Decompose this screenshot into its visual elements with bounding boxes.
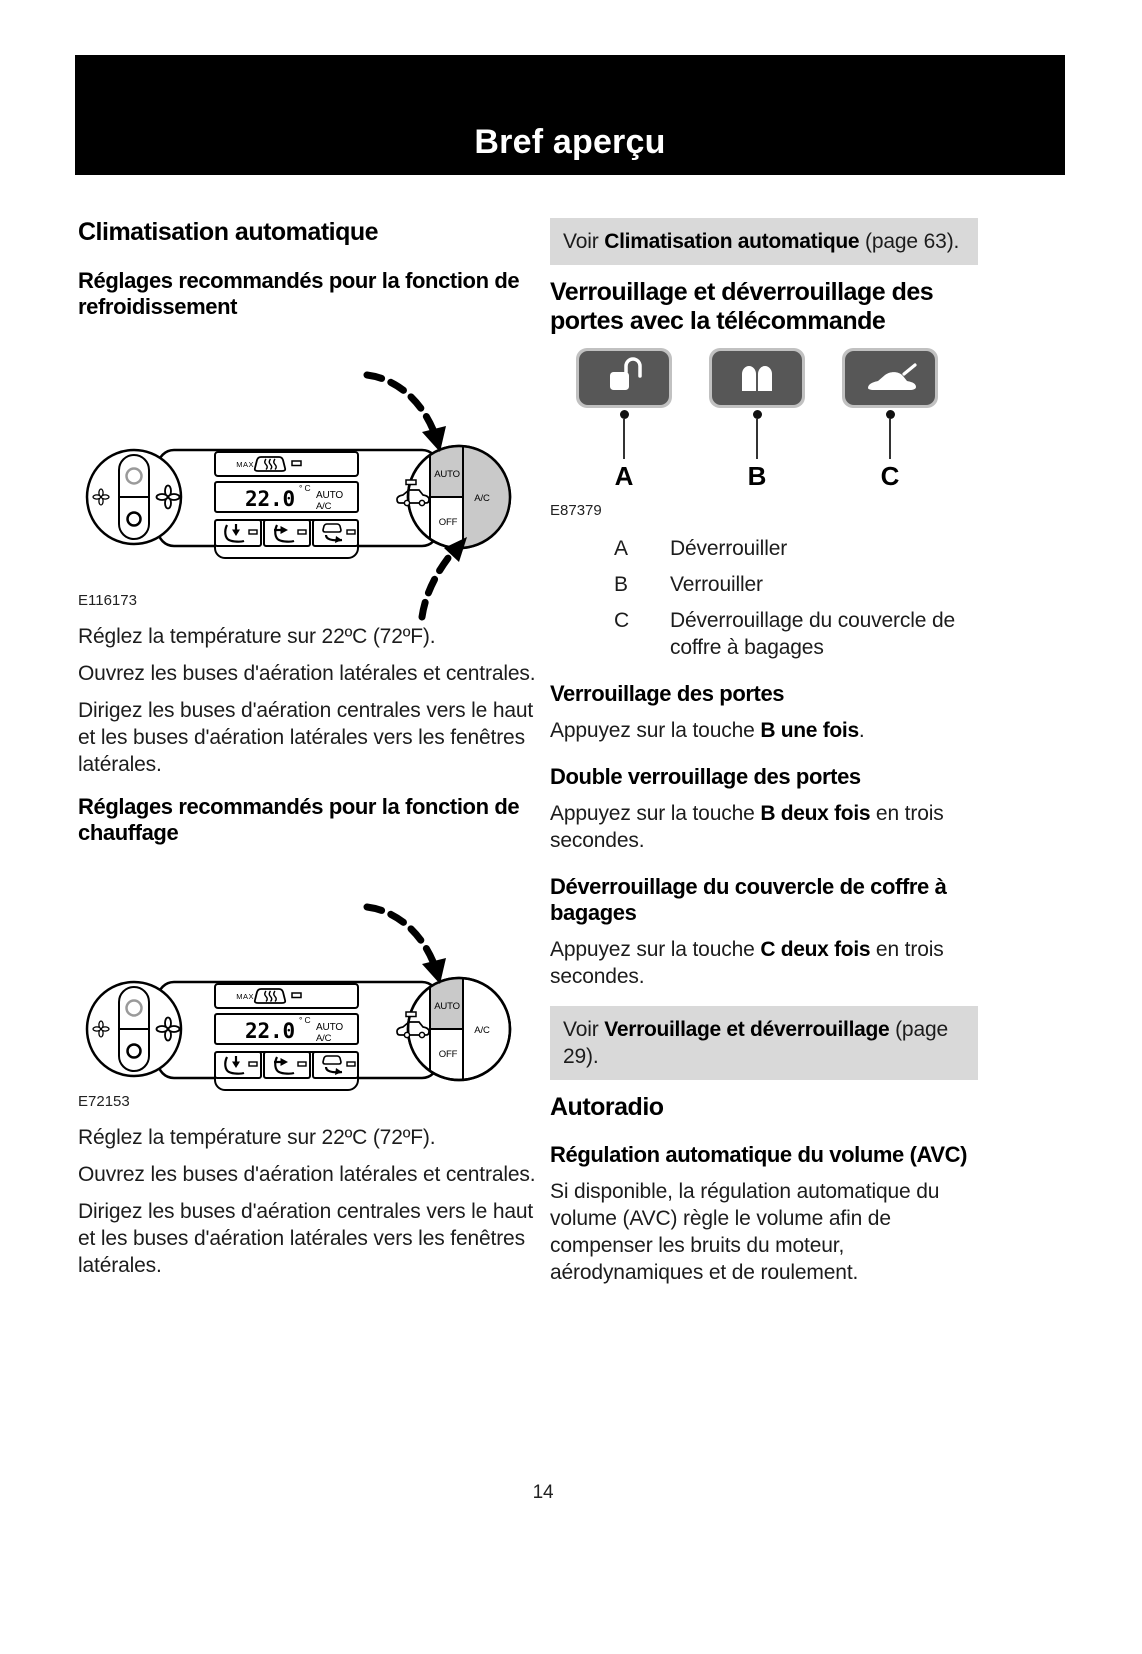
cross-reference-note-climatisation: [550, 218, 978, 265]
callout-dot: [753, 410, 762, 419]
display-ac-label: A/C: [316, 501, 332, 512]
trunk-button-image: [842, 348, 938, 408]
defrost-led: [292, 461, 301, 466]
note-reference: Verrouillage et déverrouillage: [604, 1018, 890, 1041]
paragraph-avc: Si disponible, la régulation automatique du volume (AVC) règle le volume afin de compenser les bruits du moteur, aérodynamiques et de roulement.: [550, 1180, 940, 1284]
callout-line: [889, 419, 891, 459]
subheading-avc: Régulation automatique du volume (AVC): [550, 1142, 968, 1167]
lock-button-image: [709, 348, 805, 408]
callout-line: [756, 419, 758, 459]
right-column: [550, 218, 978, 1296]
temperature-display: [215, 1014, 358, 1044]
max-label: MAX: [236, 992, 254, 1001]
air-distribution-buttons: [215, 1052, 358, 1090]
display-auto-label: AUTO: [316, 1022, 343, 1033]
vent-led: [298, 530, 306, 534]
temperature-display: [215, 482, 358, 512]
callout-letter-a: A: [614, 461, 634, 491]
legend-letter: C: [614, 609, 630, 632]
legend-row-b: [550, 571, 978, 598]
callout-letter-b: B: [747, 461, 767, 491]
climate-control-figure-heating: [78, 902, 526, 1097]
chapter-title: Bref aperçu: [474, 123, 666, 161]
note-suffix: (page 29).: [563, 1018, 949, 1068]
note-suffix: (page 63).: [859, 230, 960, 253]
paragraph-trunk-unlocking: [550, 936, 978, 990]
chapter-banner: [75, 55, 1065, 175]
remote-button-trunk: [842, 348, 938, 492]
left-column: [78, 218, 540, 1296]
callout-letter-c: C: [880, 461, 900, 491]
vent-led: [347, 1062, 355, 1066]
climate-control-figure-cooling: [78, 370, 526, 622]
section-title-verrouillage: Verrouillage et déverrouillage des portes avec la télécommande: [550, 278, 934, 335]
callout-line: [623, 419, 625, 459]
subheading-door-locking: Verrouillage des portes: [550, 681, 785, 706]
paragraph-direct-vents: Dirigez les buses d'aération centrales vers le haut et les buses d'aération latérales vers les fenêtres latérales.: [78, 1200, 534, 1277]
legend-row-a: [550, 535, 978, 562]
note-reference: Climatisation automatique: [604, 230, 860, 253]
page-number: 14: [532, 1482, 554, 1503]
page-content: [78, 218, 978, 1296]
fan-speed-knob: [87, 982, 181, 1076]
vent-led: [249, 1062, 257, 1066]
key-action: B deux fois: [760, 802, 871, 825]
legend-letter: B: [614, 573, 628, 596]
paragraph-open-vents: Ouvrez les buses d'aération latérales et centrales.: [78, 662, 536, 685]
defrost-led: [292, 993, 301, 998]
key-action: B une fois: [760, 719, 859, 742]
remote-buttons-legend: [550, 535, 978, 661]
text: en trois secondes.: [550, 802, 944, 852]
vent-led: [347, 530, 355, 534]
note-prefix: Voir: [563, 1018, 605, 1041]
paragraph-set-temp: Réglez la température sur 22ºC (72ºF).: [78, 1126, 436, 1149]
knob-auto-label: AUTO: [434, 1001, 460, 1012]
knob-ac-label: A/C: [474, 493, 490, 504]
callout-dot: [620, 410, 629, 419]
remote-buttons-figure: [550, 348, 978, 492]
callout-dot: [886, 410, 895, 419]
knob-ac-label: A/C: [474, 1025, 490, 1036]
text: en trois secondes.: [550, 938, 944, 988]
temperature-unit: ° C: [299, 1015, 311, 1025]
knob-auto-label: AUTO: [434, 469, 460, 480]
paragraph-open-vents: Ouvrez les buses d'aération latérales et centrales.: [78, 1163, 536, 1186]
display-ac-label: A/C: [316, 1033, 332, 1044]
figure-label: E72153: [78, 1093, 130, 1110]
subheading-double-locking: Double verrouillage des portes: [550, 764, 861, 789]
remote-button-lock: [709, 348, 805, 492]
legend-description: Verrouiller: [670, 573, 763, 596]
air-distribution-buttons: [215, 520, 358, 558]
max-label: MAX: [236, 460, 254, 469]
max-defrost-button: [215, 452, 358, 476]
text: Appuyez sur la touche: [550, 719, 761, 742]
display-auto-label: AUTO: [316, 490, 343, 501]
temperature-value: 22.0: [245, 487, 295, 511]
cross-reference-note-verrouillage: [550, 1006, 978, 1080]
figure-label: E87379: [550, 502, 602, 519]
key-action: C deux fois: [760, 938, 871, 961]
note-prefix: Voir: [563, 230, 605, 253]
temperature-unit: ° C: [299, 483, 311, 493]
legend-letter: A: [614, 537, 628, 560]
unlock-button-image: [576, 348, 672, 408]
legend-description: Déverrouiller: [670, 537, 788, 560]
text: Appuyez sur la touche: [550, 802, 761, 825]
text: Appuyez sur la touche: [550, 938, 761, 961]
legend-row-c: [550, 607, 978, 661]
fan-speed-knob: [87, 450, 181, 544]
vent-led: [249, 530, 257, 534]
remote-button-unlock: [576, 348, 672, 492]
arrow-to-auto: [367, 375, 434, 432]
paragraph-direct-vents: Dirigez les buses d'aération centrales vers le haut et les buses d'aération latérales vers les fenêtres latérales.: [78, 699, 534, 776]
paragraph-double-locking: [550, 800, 978, 854]
knob-off-label: OFF: [438, 517, 458, 528]
section-title-autoradio: Autoradio: [550, 1093, 664, 1121]
text: .: [858, 719, 865, 742]
legend-description: Déverrouillage du couvercle de coffre à bagages: [670, 609, 955, 659]
paragraph-set-temp: Réglez la température sur 22ºC (72ºF).: [78, 625, 436, 648]
arrow-to-auto: [367, 907, 434, 964]
knob-off-label: OFF: [438, 1049, 458, 1060]
temperature-value: 22.0: [245, 1019, 295, 1043]
vent-led: [298, 1062, 306, 1066]
paragraph-door-locking: [550, 717, 978, 744]
max-defrost-button: [215, 984, 358, 1008]
subheading-heating: Réglages recommandés pour la fonction de chauffage: [78, 794, 520, 845]
subheading-trunk-unlocking: Déverrouillage du couvercle de coffre à bagages: [550, 874, 947, 925]
figure-label: E116173: [78, 592, 137, 609]
subheading-cooling: Réglages recommandés pour la fonction de refroidissement: [78, 268, 520, 319]
section-title-climatisation: Climatisation automatique: [78, 218, 379, 246]
